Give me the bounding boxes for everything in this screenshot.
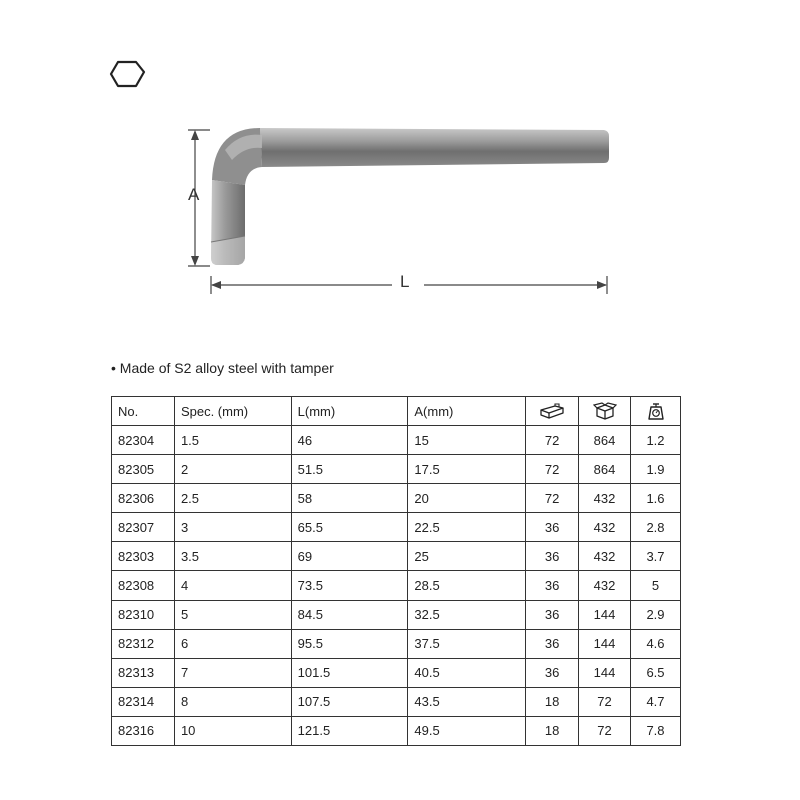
cell-spec: 8	[174, 687, 291, 716]
material-note: • Made of S2 alloy steel with tamper	[111, 360, 334, 376]
cell-spec: 5	[174, 600, 291, 629]
carton-box-icon	[593, 402, 617, 420]
cell-no: 82306	[112, 484, 175, 513]
specification-table	[111, 396, 681, 746]
cell-weight: 3.7	[631, 542, 681, 571]
cell-a: 17.5	[408, 455, 526, 484]
cell-a: 40.5	[408, 658, 526, 687]
cell-weight: 1.9	[631, 455, 681, 484]
cell-inner-box-qty: 72	[526, 426, 579, 455]
table-row	[112, 542, 681, 571]
cell-no: 82312	[112, 629, 175, 658]
cell-no: 82307	[112, 513, 175, 542]
cell-carton-qty: 864	[579, 426, 631, 455]
cell-carton-qty: 432	[579, 571, 631, 600]
header-no: No.	[112, 397, 175, 426]
cell-carton-qty: 432	[579, 484, 631, 513]
cell-inner-box-qty: 72	[526, 484, 579, 513]
cell-weight: 2.8	[631, 513, 681, 542]
cell-spec: 2.5	[174, 484, 291, 513]
cell-carton-qty: 432	[579, 542, 631, 571]
cell-no: 82310	[112, 600, 175, 629]
cell-no: 82305	[112, 455, 175, 484]
cell-weight: 2.9	[631, 600, 681, 629]
cell-spec: 1.5	[174, 426, 291, 455]
cell-a: 32.5	[408, 600, 526, 629]
table-row	[112, 600, 681, 629]
cell-spec: 2	[174, 455, 291, 484]
cell-a: 25	[408, 542, 526, 571]
table-row	[112, 484, 681, 513]
cell-no: 82308	[112, 571, 175, 600]
header-length: L(mm)	[291, 397, 408, 426]
cell-a: 37.5	[408, 629, 526, 658]
cell-spec: 4	[174, 571, 291, 600]
cell-weight: 1.6	[631, 484, 681, 513]
table-row	[112, 513, 681, 542]
cell-carton-qty: 432	[579, 513, 631, 542]
cell-carton-qty: 864	[579, 455, 631, 484]
inner-box-icon	[539, 403, 565, 419]
cell-weight: 1.2	[631, 426, 681, 455]
cell-a: 28.5	[408, 571, 526, 600]
cell-length: 69	[291, 542, 408, 571]
cell-carton-qty: 144	[579, 658, 631, 687]
cell-no: 82314	[112, 687, 175, 716]
cell-inner-box-qty: 18	[526, 716, 579, 745]
cell-no: 82313	[112, 658, 175, 687]
cell-a: 15	[408, 426, 526, 455]
cell-length: 101.5	[291, 658, 408, 687]
cell-inner-box-qty: 36	[526, 571, 579, 600]
cell-spec: 3	[174, 513, 291, 542]
cell-inner-box-qty: 18	[526, 687, 579, 716]
cell-length: 46	[291, 426, 408, 455]
cell-carton-qty: 144	[579, 600, 631, 629]
dimension-l-label: L	[400, 272, 410, 291]
header-weight	[631, 397, 681, 426]
table-row	[112, 658, 681, 687]
table-body	[112, 426, 681, 746]
cell-length: 107.5	[291, 687, 408, 716]
cell-spec: 7	[174, 658, 291, 687]
cell-inner-box-qty: 72	[526, 455, 579, 484]
cell-length: 73.5	[291, 571, 408, 600]
cell-weight: 7.8	[631, 716, 681, 745]
table-header-row	[112, 397, 681, 426]
cell-inner-box-qty: 36	[526, 542, 579, 571]
cell-carton-qty: 72	[579, 687, 631, 716]
cell-a: 49.5	[408, 716, 526, 745]
cell-a: 20	[408, 484, 526, 513]
header-inner-box	[526, 397, 579, 426]
cell-no: 82303	[112, 542, 175, 571]
table-row	[112, 426, 681, 455]
cell-length: 65.5	[291, 513, 408, 542]
table-row	[112, 571, 681, 600]
cell-spec: 3.5	[174, 542, 291, 571]
cell-spec: 6	[174, 629, 291, 658]
table-row	[112, 629, 681, 658]
cell-weight: 4.7	[631, 687, 681, 716]
cell-no: 82316	[112, 716, 175, 745]
cell-length: 58	[291, 484, 408, 513]
cell-inner-box-qty: 36	[526, 629, 579, 658]
cell-inner-box-qty: 36	[526, 513, 579, 542]
hex-key-image	[211, 128, 609, 265]
cell-length: 95.5	[291, 629, 408, 658]
cell-inner-box-qty: 36	[526, 600, 579, 629]
table-row	[112, 716, 681, 745]
hexagon-icon	[111, 62, 144, 86]
cell-weight: 4.6	[631, 629, 681, 658]
header-carton	[579, 397, 631, 426]
weight-scale-icon	[646, 402, 666, 420]
cell-weight: 6.5	[631, 658, 681, 687]
cell-spec: 10	[174, 716, 291, 745]
hex-key-diagram	[0, 0, 800, 320]
cell-length: 84.5	[291, 600, 408, 629]
cell-carton-qty: 72	[579, 716, 631, 745]
cell-length: 51.5	[291, 455, 408, 484]
cell-a: 22.5	[408, 513, 526, 542]
cell-length: 121.5	[291, 716, 408, 745]
header-a: A(mm)	[408, 397, 526, 426]
cell-no: 82304	[112, 426, 175, 455]
cell-inner-box-qty: 36	[526, 658, 579, 687]
header-spec: Spec. (mm)	[174, 397, 291, 426]
cell-a: 43.5	[408, 687, 526, 716]
table-row	[112, 687, 681, 716]
dimension-a-label: A	[188, 185, 200, 204]
table-row	[112, 455, 681, 484]
cell-carton-qty: 144	[579, 629, 631, 658]
cell-weight: 5	[631, 571, 681, 600]
